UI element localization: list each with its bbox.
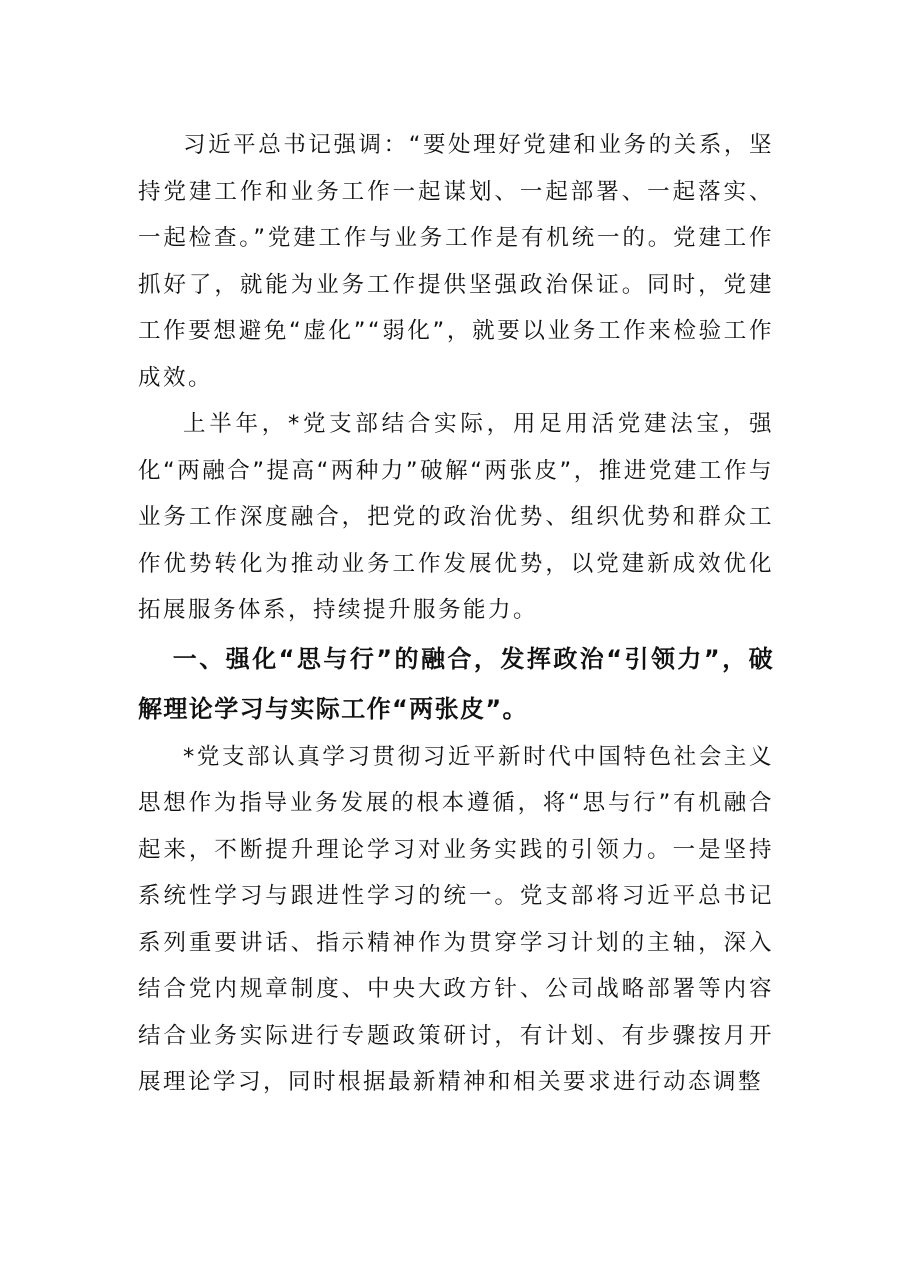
paragraph-2: 上半年，*党支部结合实际，用足用活党建法宝，强化“两融合”提高“两种力”破解“两张皮”，推进党建工作与业务工作深度融合，把党的政治优势、组织优势和群众工作优势转化为推动业务工作发展优势，以党建新成效优化拓展服务体系，持续提升服务能力。: [138, 411, 774, 623]
paragraph-3: *党支部认真学习贯彻习近平新时代中国特色社会主义思想作为指导业务发展的根本遵循，将“思与行”有机融合起来，不断提升理论学习对业务实践的引领力。一是坚持系统性学习与跟进性学习的统一。党支部将习近平总书记系列重要讲话、指示精神作为贯穿学习计划的主轴，深入结合党内规章制度、中央大政方针、公司战略部署等内容结合业务实际进行专题政策研讨，有计划、有步骤按月开展理论学习，同时根据最新精神和相关要求进行动态调整: [138, 743, 774, 1095]
document-body: [138, 122, 774, 1106]
paragraph-1: 习近平总书记强调：“要处理好党建和业务的关系，坚持党建工作和业务工作一起谋划、一起部署、一起落实、一起检查。”党建工作与业务工作是有机统一的。党建工作抓好了，就能为业务工作提供坚强政治保证。同时，党建工作要想避免“虚化”“弱化”，就要以业务工作来检验工作成效。: [138, 132, 774, 391]
section-heading-1: 一、强化“思与行”的融合，发挥政治“引领力”，破解理论学习与实际工作“两张皮”。: [138, 644, 774, 723]
